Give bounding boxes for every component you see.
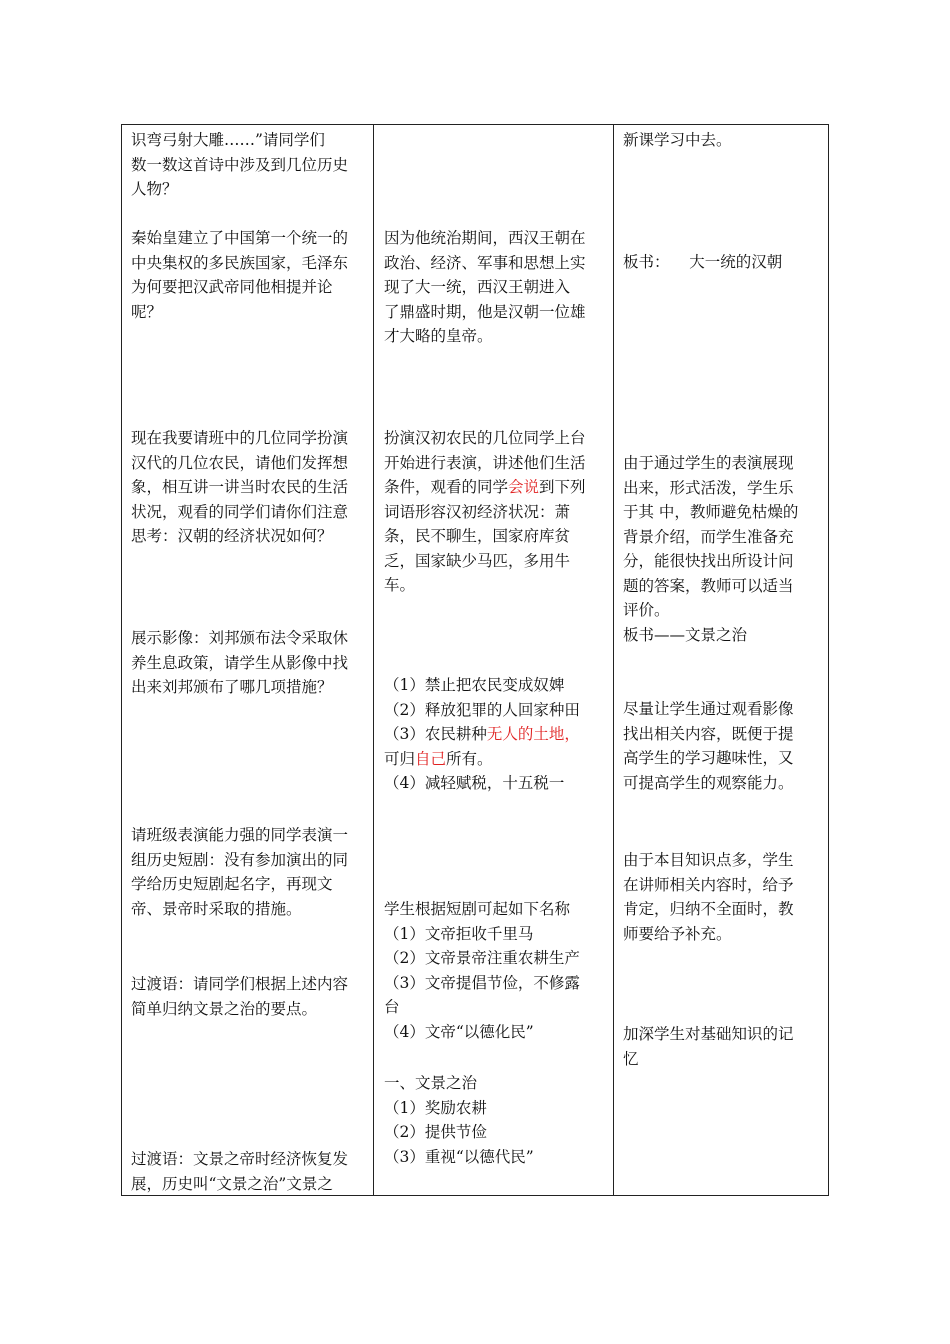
student-role-play [384, 426, 610, 598]
text-line: 人物？ [131, 180, 178, 198]
text-line: 状况，观看的同学们请你们注意 [131, 502, 349, 521]
text-line: 过渡语：请同学们根据上述内容 [131, 975, 349, 993]
text-line: 板书——文景之治 [623, 626, 748, 644]
text-line: 学生根据短剧可起如下名称 [384, 900, 571, 918]
text-line: 一、文景之治 [384, 1074, 478, 1092]
teacher-transition-1 [131, 972, 367, 1021]
text-line [384, 722, 610, 747]
text-line: 象，相互讲一讲当时农民的生活 [131, 478, 349, 496]
text-line: 思考：汉朝的经济状况如何？ [131, 527, 333, 545]
text-line: 数一数这首诗中涉及到几位历史 [131, 155, 349, 174]
text-line: 扮演汉初农民的几位同学上台 [384, 429, 586, 447]
text-line: 政治、经济、军事和思想上实 [384, 253, 586, 272]
text-run: （3）农民耕种 [384, 725, 487, 743]
text-line: 出来刘邦颁布了哪几项措施？ [131, 678, 333, 696]
text-line: （4）文帝“以德化民” [384, 1022, 534, 1041]
text-line: 请班级表演能力强的同学表演一 [131, 826, 349, 844]
student-drama-names [384, 897, 610, 1044]
text-line: 由于通过学生的表演展现 [623, 454, 794, 472]
teacher-transition-2 [131, 1147, 367, 1196]
text-line: 乏，国家缺少马匹，多用牛 [384, 551, 571, 570]
text-run: 所有。 [446, 749, 493, 768]
column-divider-1 [373, 125, 374, 1195]
text-line: 词语形容汉初经济状况：萧 [384, 502, 571, 521]
text-run: 条件，观看的同学 [384, 478, 509, 496]
text-line: 题的答案，教师可以适当 [623, 576, 794, 595]
text-line: 了鼎盛时期，他是汉朝一位雄 [384, 302, 586, 321]
text-line: 呢？ [131, 302, 163, 321]
text-line: （1）奖励农耕 [384, 1098, 487, 1117]
text-line: 可提高学生的观察能力。 [623, 773, 794, 792]
text-line: 识弯弓射大雕……”请同学们 [131, 131, 325, 149]
note-knowledge-points [623, 848, 823, 946]
text-line: 师要给予补充。 [623, 924, 732, 943]
text-line: 分，能很快找出所设计问 [623, 552, 794, 570]
highlighted-text: 自己 [415, 749, 447, 768]
text-line: 台 [384, 998, 400, 1016]
text-line: 才大略的皇帝。 [384, 327, 493, 345]
text-line: 在讲师相关内容时，给予 [623, 875, 794, 894]
text-line: 秦始皇建立了中国第一个统一的 [131, 229, 349, 247]
text-line: （1）文帝拒收千里马 [384, 924, 534, 943]
teacher-question-poem [131, 128, 367, 202]
text-line [384, 747, 610, 772]
text-line: 找出相关内容，既便于提 [623, 724, 794, 743]
text-line: 评价。 [623, 601, 670, 619]
text-line: 现在我要请班中的几位同学扮演 [131, 429, 349, 447]
text-line: 养生息政策，请学生从影像中找 [131, 653, 349, 672]
text-line: 学给历史短剧起名字，再现文 [131, 875, 333, 893]
text-line: 现了大一统，西汉王朝进入 [384, 278, 571, 296]
blackboard-note-wenjing [623, 623, 823, 648]
text-line: 帝、景帝时采取的措施。 [131, 899, 302, 918]
text-line: 组历史短剧：没有参加演出的同 [131, 850, 349, 869]
student-answer-emperor [384, 226, 610, 349]
note-performance-benefit [623, 451, 823, 623]
teacher-question-emperor [131, 226, 367, 324]
text-line: 车。 [384, 576, 416, 594]
text-line: 板书： 大一统的汉朝 [623, 253, 783, 271]
text-line: 肯定，归纳不全面时，教 [623, 900, 794, 918]
teacher-drama-instruction [131, 823, 367, 921]
text-line: 于其 中，教师避免枯燥的 [623, 503, 799, 521]
text-line: 条，民不聊生，国家府库贫 [384, 527, 571, 545]
student-summary-points [384, 1071, 610, 1169]
text-line: 因为他统治期间，西汉王朝在 [384, 229, 586, 247]
highlighted-text: 无人的土地， [486, 725, 580, 743]
text-line: （2）提供节俭 [384, 1123, 487, 1141]
text-line: 加深学生对基础知识的记 [623, 1025, 794, 1043]
text-line: 开始进行表演，讲述他们生活 [384, 453, 586, 472]
highlighted-text: 会说 [508, 478, 540, 496]
text-run: 到下列 [539, 478, 586, 496]
text-line: （2）释放犯罪的人回家种田 [384, 700, 580, 719]
note-video-benefit [623, 697, 823, 795]
text-line: （4）减轻赋税，十五税一 [384, 774, 565, 792]
text-line: （3）文帝提倡节俭，不修露 [384, 973, 580, 992]
text-line: （3）重视“以德代民” [384, 1147, 534, 1166]
text-line: 由于本目知识点多，学生 [623, 851, 794, 869]
text-line: 高学生的学习趣味性，又 [623, 749, 794, 767]
teacher-video-instruction [131, 626, 367, 700]
note-enter-new-lesson [623, 128, 823, 153]
text-line: 为何要把汉武帝同他相提并论 [131, 278, 333, 296]
text-line: （2）文帝景帝注重农耕生产 [384, 949, 580, 967]
text-line: 新课学习中去。 [623, 131, 732, 149]
blackboard-note-unification [623, 250, 823, 275]
note-deepen-memory [623, 1022, 823, 1071]
column-divider-2 [613, 125, 614, 1195]
text-line: 中央集权的多民族国家，毛泽东 [131, 253, 349, 272]
teacher-role-play-instruction [131, 426, 367, 549]
text-line: 简单归纳文景之治的要点。 [131, 999, 318, 1018]
text-line: （1）禁止把农民变成奴婢 [384, 676, 565, 694]
text-line: 背景介绍，而学生准备充 [623, 527, 794, 546]
text-line [384, 475, 610, 500]
text-line: 展示影像：刘邦颁布法令采取休 [131, 629, 349, 647]
text-line: 展，历史叫“文景之治”文景之 [131, 1174, 333, 1193]
student-measures-list [384, 673, 610, 796]
text-line: 过渡语：文景之帝时经济恢复发 [131, 1150, 349, 1168]
text-line: 忆 [623, 1049, 639, 1068]
text-run: 可归 [384, 749, 416, 768]
text-line: 出来，形式活泼，学生乐 [623, 478, 794, 497]
text-line: 汉代的几位农民，请他们发挥想 [131, 453, 349, 472]
text-line: 尽量让学生通过观看影像 [623, 700, 794, 718]
